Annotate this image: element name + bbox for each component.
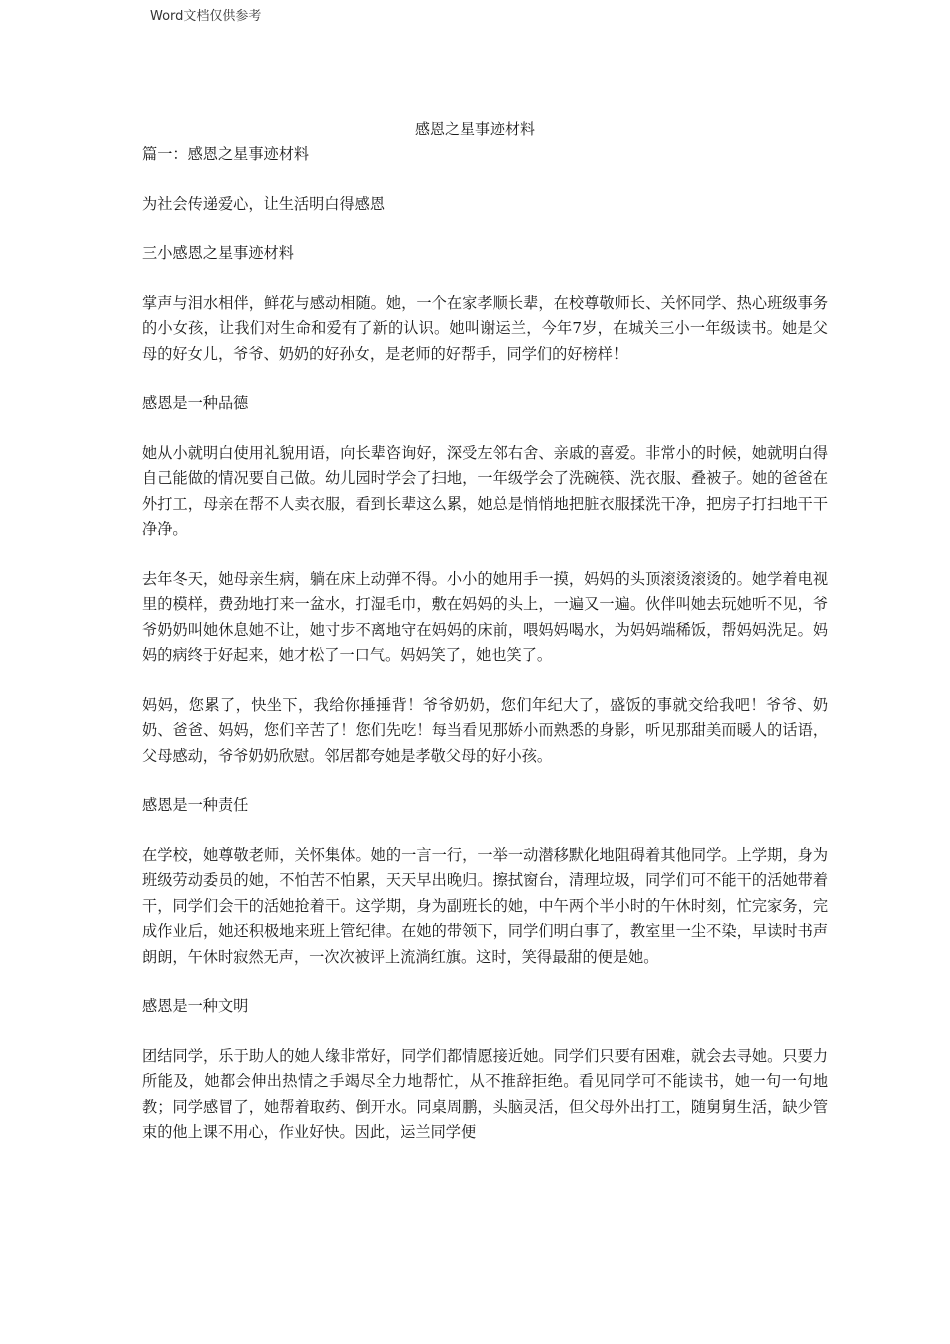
paragraph: 妈妈，您累了，快坐下，我给你捶捶背！爷爷奶奶，您们年纪大了，盛饭的事就交给我吧！爷爷、奶奶、爸爸、妈妈，您们辛苦了！您们先吃！每当看见那娇小而熟悉的身影，听见那甜美而暖人的话语，父母感动，爷爷奶奶欣慰。邻居都夸她是孝敬父母的好小孩。 [142,695,828,765]
paragraph: 掌声与泪水相伴，鲜花与感动相随。她，一个在家孝顺长辈，在校尊敬师长、关怀同学、热心班级事务的小女孩，让我们对生命和爱有了新的认识。她叫谢运兰，今年7岁，在城关三小一年级读书。她是父母的好女儿，爷爷、奶奶的好孙女，是老师的好帮手，同学们的好榜样！ [142,293,828,363]
paragraph: 在学校，她尊敬老师，关怀集体。她的一言一行，一举一动潜移默化地阻碍着其他同学。上学期，身为班级劳动委员的她，不怕苦不怕累，天天早出晚归。擦拭窗台，清理垃圾，同学们可不能干的活她带着干，同学们会干的活她抢着干。这学期，身为副班长的她，中午两个半小时的午休时刻，忙完家务，完成作业后，她还积极地来班上管纪律。在她的带领下，同学们明白事了，教室里一尘不染，早读时书声朗朗，午休时寂然无声，一次次被评上流淌红旗。这时，笑得最甜的便是她。 [142,845,828,966]
paragraph: 为社会传递爱心，让生活明白得感恩 [142,194,385,213]
subheading: 感恩是一种责任 [142,796,249,814]
paragraph: 三小感恩之星事迹材料 [142,244,294,262]
document-body [142,142,828,1146]
subheading: 感恩是一种文明 [142,997,249,1015]
document-title: 感恩之星事迹材料 [414,120,535,138]
paragraph: 团结同学，乐于助人的她人缘非常好，同学们都情愿接近她。同学们只要有困难，就会去寻她。只要力所能及，她都会伸出热情之手竭尽全力地帮忙，从不推辞拒绝。看见同学可不能读书，她一句一句地教；同学感冒了，她帮着取药、倒开水。同桌周鹏，头脑灵活，但父母外出打工，随舅舅生活，缺少管束的他上课不用心，作业好快。因此，运兰同学便 [142,1046,828,1141]
subheading: 感恩是一种品德 [142,394,249,412]
watermark-text: Word文档仅供参考 [150,9,262,24]
paragraph: 去年冬天，她母亲生病，躺在床上动弹不得。小小的她用手一摸，妈妈的头顶滚烫滚烫的。她学着电视里的模样，费劲地打来一盆水，打湿毛巾，敷在妈妈的头上，一遍又一遍。伙伴叫她去玩她听不见，爷爷奶奶叫她休息她不让，她寸步不离地守在妈妈的床前，喂妈妈喝水，为妈妈端稀饭，帮妈妈洗足。妈妈的病终于好起来，她才松了一口气。妈妈笑了，她也笑了。 [142,569,828,664]
section-heading: 篇一：感恩之星事迹材料 [142,145,310,163]
paragraph: 她从小就明白使用礼貌用语，向长辈咨询好，深受左邻右舍、亲戚的喜爱。非常小的时候，她就明白得自己能做的情况要自己做。幼儿园时学会了扫地，一年级学会了洗碗筷、洗衣服、叠被子。她的爸爸在外打工，母亲在帮不人卖衣服，看到长辈这么累，她总是悄悄地把脏衣服揉洗干净，把房子打扫地干干净净。 [142,443,828,538]
